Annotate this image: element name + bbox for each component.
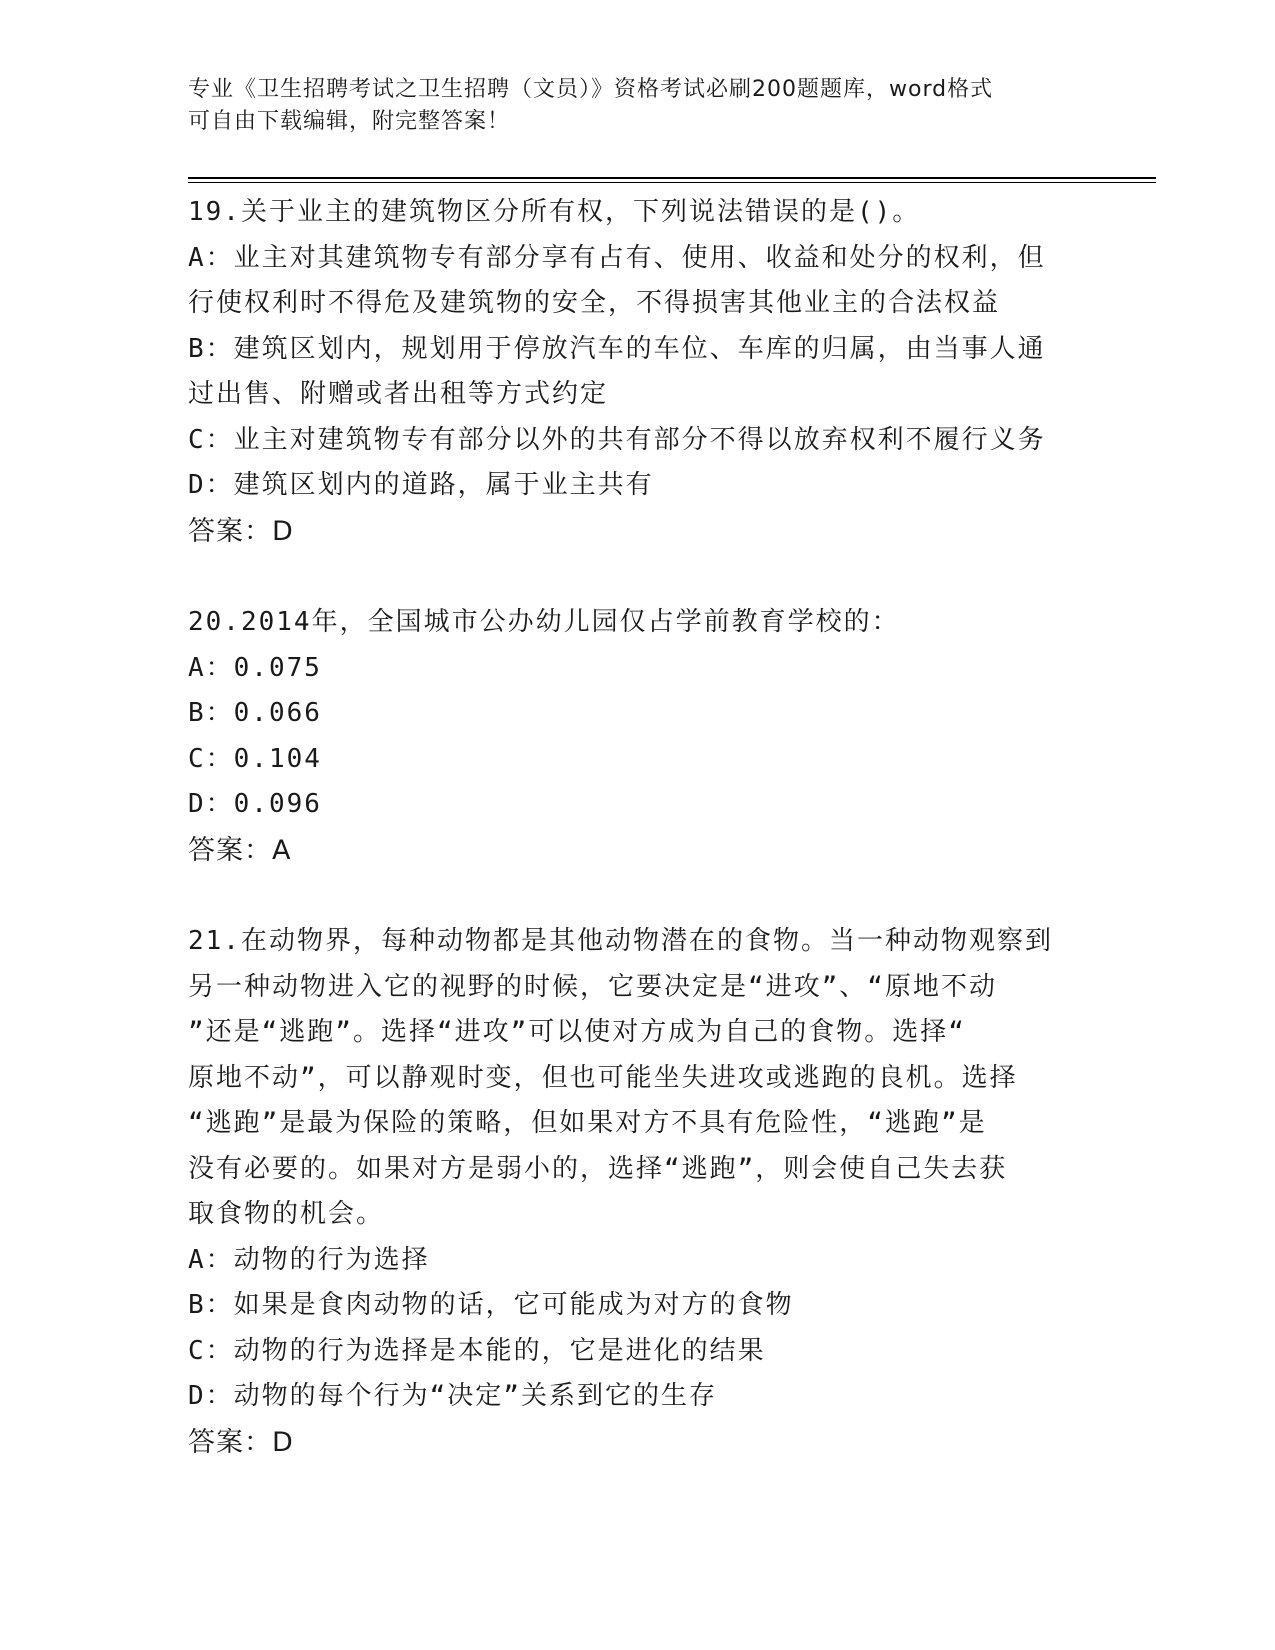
answer-line: 答案：A bbox=[188, 834, 292, 866]
question-text: 取食物的机会。 bbox=[188, 1199, 385, 1229]
option-line: C：业主对建筑物专有部分以外的共有部分不得以放弃权利不履行义务 bbox=[188, 424, 1046, 455]
question-19 bbox=[188, 190, 1088, 554]
document-header bbox=[188, 74, 1088, 138]
header-divider-thin bbox=[188, 182, 1156, 183]
header-line-2: 可自由下载编辑，附完整答案！ bbox=[188, 109, 511, 134]
question-text: “逃跑”是最为保险的策略，但如果对方不具有危险性，“逃跑”是 bbox=[188, 1108, 987, 1138]
option-line: A：业主对其建筑物专有部分享有占有、使用、收益和处分的权利，但 bbox=[188, 242, 1046, 273]
question-text: ”还是“逃跑”。选择“进攻”可以使对方成为自己的食物。选择“ bbox=[188, 1017, 966, 1047]
header-line-1: 专业《卫生招聘考试之卫生招聘（文员）》资格考试必刷200题题库，word格式 bbox=[188, 77, 994, 102]
option-line: 过出售、附赠或者出租等方式约定 bbox=[188, 379, 609, 409]
question-text: 19.关于业主的建筑物区分所有权，下列说法错误的是()。 bbox=[188, 197, 921, 227]
question-spacer bbox=[188, 873, 1088, 919]
question-text: 21.在动物界，每种动物都是其他动物潜在的食物。当一种动物观察到 bbox=[188, 926, 1053, 956]
option-line: D：动物的每个行为“决定”关系到它的生存 bbox=[188, 1381, 717, 1411]
question-spacer bbox=[188, 554, 1088, 600]
question-21 bbox=[188, 919, 1088, 1465]
question-text: 没有必要的。如果对方是弱小的，选择“逃跑”，则会使自己失去获 bbox=[188, 1153, 1008, 1184]
option-line: A：0.075 bbox=[188, 652, 322, 683]
option-line: D：0.096 bbox=[188, 789, 322, 819]
question-20 bbox=[188, 600, 1088, 873]
option-line: B：建筑区划内，规划用于停放汽车的车位、车库的归属，由当事人通 bbox=[188, 333, 1046, 364]
option-line: D：建筑区划内的道路，属于业主共有 bbox=[188, 470, 654, 500]
option-line: B：如果是食肉动物的话，它可能成为对方的食物 bbox=[188, 1290, 794, 1320]
option-line: A：动物的行为选择 bbox=[188, 1244, 430, 1275]
question-text: 20.2014年，全国城市公办幼儿园仅占学前教育学校的： bbox=[188, 607, 900, 637]
question-text: 原地不动”，可以静观时变，但也可能坐失进攻或逃跑的良机。选择 bbox=[188, 1062, 1018, 1093]
option-line: B：0.066 bbox=[188, 698, 322, 728]
header-divider-thick bbox=[188, 177, 1156, 179]
option-line: C：0.104 bbox=[188, 743, 322, 774]
option-line: C：动物的行为选择是本能的，它是进化的结果 bbox=[188, 1335, 766, 1366]
question-text: 另一种动物进入它的视野的时候，它要决定是“进攻”、“原地不动 bbox=[188, 971, 997, 1002]
answer-line: 答案：D bbox=[188, 515, 294, 547]
answer-line: 答案：D bbox=[188, 1426, 294, 1458]
option-line: 行使权利时不得危及建筑物的安全，不得损害其他业主的合法权益 bbox=[188, 288, 1001, 318]
question-list bbox=[188, 190, 1088, 1465]
